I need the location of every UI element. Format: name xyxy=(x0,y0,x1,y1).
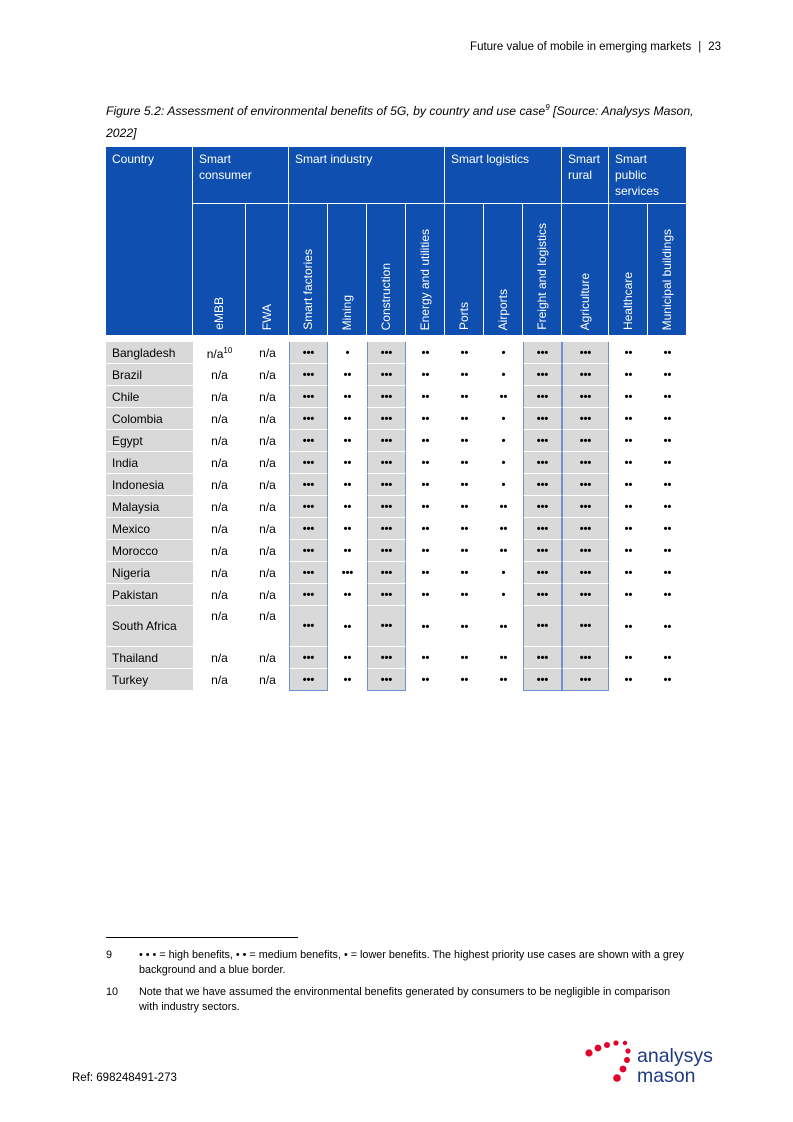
footnote-text: • • • = high benefits, • • = medium benefits, • = lower benefits. The highest priority use cases are shown with a grey background and a blue border. xyxy=(139,949,684,976)
document-title: Future value of mobile in emerging markets xyxy=(470,41,692,53)
benefit-cell: • xyxy=(345,347,350,359)
embb-cell xyxy=(193,584,246,606)
embb-value: n/a xyxy=(211,566,228,580)
benefit-cell: ••• xyxy=(367,474,406,496)
table-row xyxy=(106,669,687,691)
benefit-cell: •• xyxy=(460,369,469,381)
country-cell: Morocco xyxy=(106,540,193,562)
benefit-cell: •• xyxy=(663,589,672,601)
benefit-cell: ••• xyxy=(367,452,406,474)
fwa-cell: n/a xyxy=(259,412,276,426)
benefit-cell: •• xyxy=(421,369,430,381)
benefit-cell: •• xyxy=(421,501,430,513)
benefit-cell: ••• xyxy=(523,584,562,606)
benefit-cell: ••• xyxy=(562,562,609,584)
benefit-cell: •• xyxy=(460,674,469,686)
benefit-cell: •• xyxy=(499,391,508,403)
benefit-cell: •• xyxy=(499,674,508,686)
country-cell: Thailand xyxy=(106,647,193,669)
column-header xyxy=(328,204,367,336)
benefit-cell: •• xyxy=(624,545,633,557)
column-header xyxy=(609,204,648,336)
column-header xyxy=(193,204,246,336)
column-header-label: Construction xyxy=(379,262,393,330)
footnote-number: 9 xyxy=(106,949,113,961)
table-row xyxy=(106,474,687,496)
benefit-cell: ••• xyxy=(289,647,328,669)
benefit-cell: ••• xyxy=(367,386,406,408)
benefit-cell: ••• xyxy=(289,518,328,540)
fwa-cell: n/a xyxy=(259,566,276,580)
embb-value: n/a xyxy=(211,544,228,558)
table-row xyxy=(106,562,687,584)
benefit-cell: •• xyxy=(624,674,633,686)
column-header-label: Freight and logistics xyxy=(535,223,549,330)
country-cell: Mexico xyxy=(106,518,193,540)
benefit-cell: •• xyxy=(421,435,430,447)
benefit-cell: •• xyxy=(460,567,469,579)
country-cell: Bangladesh xyxy=(106,342,193,364)
table-row xyxy=(106,584,687,606)
benefit-cell: ••• xyxy=(367,518,406,540)
column-header xyxy=(289,204,328,336)
benefit-cell: ••• xyxy=(562,584,609,606)
benefit-cell: ••• xyxy=(562,474,609,496)
country-cell: Nigeria xyxy=(106,562,193,584)
benefit-cell: •• xyxy=(460,589,469,601)
column-header xyxy=(484,204,523,336)
benefit-cell: •• xyxy=(343,652,352,664)
benefit-cell: •• xyxy=(343,589,352,601)
column-header xyxy=(648,204,687,336)
column-header-label: Airports xyxy=(496,288,510,330)
benefit-cell: •• xyxy=(663,501,672,513)
benefit-cell: • xyxy=(501,567,506,579)
benefit-cell: •• xyxy=(460,501,469,513)
benefit-cell: •• xyxy=(421,652,430,664)
benefit-cell: ••• xyxy=(523,452,562,474)
benefit-cell: • xyxy=(501,479,506,491)
fwa-cell: n/a xyxy=(259,522,276,536)
benefit-cell: •• xyxy=(663,620,672,633)
table-row xyxy=(106,386,687,408)
benefit-cell: •• xyxy=(663,457,672,469)
country-cell: Indonesia xyxy=(106,474,193,496)
benefit-cell: •• xyxy=(421,457,430,469)
benefit-cell: ••• xyxy=(367,584,406,606)
embb-cell xyxy=(193,562,246,584)
benefit-cell: •• xyxy=(624,589,633,601)
benefit-cell: •• xyxy=(624,620,633,633)
embb-value: n/a xyxy=(211,434,228,448)
benefit-cell: •• xyxy=(624,479,633,491)
benefit-cell: •• xyxy=(460,413,469,425)
benefit-cell: ••• xyxy=(523,474,562,496)
benefit-cell: ••• xyxy=(289,342,328,364)
benefit-cell: •• xyxy=(460,523,469,535)
benefit-cell: •• xyxy=(460,620,469,633)
fwa-cell: n/a xyxy=(259,651,276,665)
embb-cell xyxy=(193,669,246,691)
benefit-cell: ••• xyxy=(562,518,609,540)
benefit-cell: •• xyxy=(343,479,352,491)
benefit-cell: •• xyxy=(663,479,672,491)
footnote-number: 10 xyxy=(106,986,119,998)
benefit-cell: ••• xyxy=(289,669,328,691)
fwa-cell: n/a xyxy=(259,390,276,404)
benefit-cell: • xyxy=(501,589,506,601)
benefit-cell: •• xyxy=(343,369,352,381)
page-header xyxy=(470,41,721,53)
embb-cell xyxy=(193,386,246,408)
benefit-cell: ••• xyxy=(289,430,328,452)
benefit-cell: •• xyxy=(343,413,352,425)
embb-value: n/a xyxy=(211,412,228,426)
embb-value: n/a xyxy=(211,609,228,623)
benefit-cell: •• xyxy=(421,413,430,425)
country-cell: Malaysia xyxy=(106,496,193,518)
table-row xyxy=(106,342,687,364)
country-cell: Egypt xyxy=(106,430,193,452)
benefit-cell: ••• xyxy=(523,496,562,518)
benefit-cell: ••• xyxy=(562,452,609,474)
benefit-cell: •• xyxy=(421,620,430,633)
benefit-cell: ••• xyxy=(562,669,609,691)
document-reference: Ref: 698248491-273 xyxy=(72,1072,177,1084)
country-cell: Brazil xyxy=(106,364,193,386)
benefit-cell: •• xyxy=(421,479,430,491)
benefit-cell: ••• xyxy=(523,408,562,430)
benefit-cell: ••• xyxy=(562,386,609,408)
benefit-cell: •• xyxy=(343,501,352,513)
fwa-cell: n/a xyxy=(259,346,276,360)
column-header xyxy=(246,204,289,336)
benefit-cell: ••• xyxy=(367,540,406,562)
country-cell: Colombia xyxy=(106,408,193,430)
embb-cell xyxy=(193,474,246,496)
benefit-cell: ••• xyxy=(367,364,406,386)
group-smart-rural: Smart rural xyxy=(562,147,609,204)
benefit-cell: •• xyxy=(343,457,352,469)
logo-word-analysys: analysys xyxy=(637,1045,713,1067)
benefit-cell: •• xyxy=(663,567,672,579)
embb-cell xyxy=(193,518,246,540)
fwa-cell: n/a xyxy=(259,609,276,623)
benefit-cell: ••• xyxy=(367,669,406,691)
table-row xyxy=(106,364,687,386)
country-cell: South Africa xyxy=(106,606,193,647)
footnote-9 xyxy=(106,948,686,978)
benefit-cell: • xyxy=(501,457,506,469)
footnote-ref[interactable]: 10 xyxy=(223,345,233,355)
benefit-cell: • xyxy=(501,369,506,381)
benefit-cell: ••• xyxy=(523,540,562,562)
benefit-cell: ••• xyxy=(562,342,609,364)
footnote-divider xyxy=(106,937,298,938)
benefit-cell: •• xyxy=(624,413,633,425)
column-header xyxy=(406,204,445,336)
column-header-label: Municipal buildings xyxy=(660,228,674,330)
benefit-cell: ••• xyxy=(289,496,328,518)
benefit-cell: ••• xyxy=(562,364,609,386)
group-smart-public-services: Smart public services xyxy=(609,147,687,204)
benefit-cell: •• xyxy=(663,652,672,664)
embb-value: n/a xyxy=(211,522,228,536)
fwa-cell: n/a xyxy=(259,673,276,687)
fwa-cell: n/a xyxy=(259,500,276,514)
embb-cell xyxy=(193,452,246,474)
benefit-cell: ••• xyxy=(289,474,328,496)
benefit-cell: •• xyxy=(421,674,430,686)
benefit-cell: •• xyxy=(663,435,672,447)
footnote-text: Note that we have assumed the environmental benefits generated by consumers to be negligible in comparison with industry sectors. xyxy=(139,986,671,1013)
benefit-cell: •• xyxy=(421,567,430,579)
column-header-label: Energy and utilities xyxy=(418,228,432,330)
fwa-cell: n/a xyxy=(259,456,276,470)
logo-word-mason: mason xyxy=(637,1065,696,1087)
column-header-label: Ports xyxy=(457,301,471,330)
benefit-cell: ••• xyxy=(523,562,562,584)
benefit-cell: ••• xyxy=(562,496,609,518)
benefit-cell: •• xyxy=(343,620,352,633)
benefit-cell: •• xyxy=(460,457,469,469)
benefit-cell: ••• xyxy=(562,540,609,562)
benefit-cell: ••• xyxy=(367,647,406,669)
column-header xyxy=(367,204,406,336)
fwa-cell: n/a xyxy=(259,544,276,558)
benefit-cell: ••• xyxy=(367,430,406,452)
benefit-cell: •• xyxy=(624,652,633,664)
benefit-cell: ••• xyxy=(367,562,406,584)
benefit-cell: ••• xyxy=(523,386,562,408)
country-cell: India xyxy=(106,452,193,474)
column-header-label: Mining xyxy=(340,294,354,330)
benefit-cell: •• xyxy=(663,369,672,381)
footnote-10 xyxy=(106,985,686,1015)
benefit-cell: •• xyxy=(499,620,508,633)
column-header-label: FWA xyxy=(260,303,274,330)
logo-dots-icon xyxy=(583,1038,637,1090)
embb-cell xyxy=(193,408,246,430)
fwa-cell: n/a xyxy=(259,588,276,602)
table-row xyxy=(106,518,687,540)
benefit-cell: • xyxy=(501,435,506,447)
country-cell: Turkey xyxy=(106,669,193,691)
embb-cell xyxy=(193,540,246,562)
benefit-cell: •• xyxy=(624,567,633,579)
benefit-cell: • xyxy=(501,347,506,359)
benefit-cell: ••• xyxy=(289,452,328,474)
country-header: Country xyxy=(106,147,193,336)
benefit-cell: •• xyxy=(499,545,508,557)
embb-cell xyxy=(193,606,246,647)
benefit-cell: •• xyxy=(663,674,672,686)
benefit-cell: •• xyxy=(421,391,430,403)
benefit-cell: •• xyxy=(499,523,508,535)
embb-value: n/a xyxy=(206,346,224,361)
figure-caption xyxy=(106,97,696,144)
benefit-cell: •• xyxy=(421,347,430,359)
column-header-label: Healthcare xyxy=(621,271,635,330)
embb-cell xyxy=(193,430,246,452)
benefit-cell: •• xyxy=(343,523,352,535)
country-cell: Chile xyxy=(106,386,193,408)
benefit-cell: ••• xyxy=(289,408,328,430)
benefit-cell: ••• xyxy=(523,342,562,364)
group-smart-logistics: Smart logistics xyxy=(445,147,562,204)
benefit-cell: ••• xyxy=(367,606,406,647)
benefit-cell: ••• xyxy=(523,606,562,647)
benefit-cell: ••• xyxy=(562,647,609,669)
embb-value: n/a xyxy=(211,368,228,382)
benefit-cell: ••• xyxy=(367,496,406,518)
table-row xyxy=(106,452,687,474)
benefit-cell: •• xyxy=(663,523,672,535)
benefit-cell: •• xyxy=(624,347,633,359)
embb-cell xyxy=(193,496,246,518)
benefit-cell: •• xyxy=(460,652,469,664)
column-header xyxy=(523,204,562,336)
benefit-cell: ••• xyxy=(523,364,562,386)
embb-cell xyxy=(193,342,246,364)
embb-value: n/a xyxy=(211,456,228,470)
column-header-label: Smart factories xyxy=(301,249,315,330)
benefit-cell: •• xyxy=(663,545,672,557)
benefit-cell: ••• xyxy=(523,647,562,669)
table-row xyxy=(106,540,687,562)
page-number: 23 xyxy=(708,41,721,53)
caption-footnote-ref[interactable]: 9 xyxy=(545,103,550,112)
benefit-cell: ••• xyxy=(289,540,328,562)
benefit-cell: ••• xyxy=(562,606,609,647)
column-header xyxy=(445,204,484,336)
benefit-cell: ••• xyxy=(367,342,406,364)
benefit-cell: ••• xyxy=(523,518,562,540)
caption-source: [Source: Analysys Mason, 2022] xyxy=(106,104,694,141)
table-row xyxy=(106,647,687,669)
benefit-cell: ••• xyxy=(289,386,328,408)
benefit-cell: •• xyxy=(343,391,352,403)
column-header xyxy=(562,204,609,336)
benefit-cell: •• xyxy=(343,674,352,686)
embb-value: n/a xyxy=(211,588,228,602)
benefit-cell: ••• xyxy=(523,430,562,452)
benefit-cell: ••• xyxy=(562,430,609,452)
embb-cell xyxy=(193,647,246,669)
caption-text: Figure 5.2: Assessment of environmental benefits of 5G, by country and use case xyxy=(106,104,546,119)
benefit-cell: •• xyxy=(421,545,430,557)
benefit-cell: •• xyxy=(343,435,352,447)
benefit-cell: ••• xyxy=(523,669,562,691)
table-row xyxy=(106,408,687,430)
embb-value: n/a xyxy=(211,673,228,687)
benefit-cell: •• xyxy=(624,391,633,403)
benefit-cell: ••• xyxy=(289,364,328,386)
benefit-cell: •• xyxy=(460,391,469,403)
fwa-cell: n/a xyxy=(259,478,276,492)
group-smart-industry: Smart industry xyxy=(289,147,445,204)
embb-value: n/a xyxy=(211,478,228,492)
benefit-cell: •• xyxy=(624,457,633,469)
benefit-cell: ••• xyxy=(367,408,406,430)
table-row xyxy=(106,430,687,452)
group-smart-consumer: Smart consumer xyxy=(193,147,289,204)
benefit-cell: •• xyxy=(499,501,508,513)
fwa-cell: n/a xyxy=(259,368,276,382)
benefit-cell: •• xyxy=(663,413,672,425)
benefit-cell: •• xyxy=(343,545,352,557)
benefit-cell: •• xyxy=(624,501,633,513)
benefit-cell: • xyxy=(501,413,506,425)
benefit-cell: •• xyxy=(663,391,672,403)
benefit-cell: •• xyxy=(421,589,430,601)
benefit-cell: ••• xyxy=(341,567,354,579)
embb-value: n/a xyxy=(211,500,228,514)
benefit-cell: •• xyxy=(624,523,633,535)
benefit-cell: •• xyxy=(499,652,508,664)
benefit-cell: •• xyxy=(624,369,633,381)
table-row xyxy=(106,496,687,518)
benefit-cell: •• xyxy=(624,435,633,447)
benefit-cell: ••• xyxy=(289,606,328,647)
benefit-cell: •• xyxy=(421,523,430,535)
benefit-cell: •• xyxy=(460,479,469,491)
benefit-cell: •• xyxy=(460,347,469,359)
header-separator: | xyxy=(698,41,702,53)
benefit-cell: ••• xyxy=(289,562,328,584)
embb-cell xyxy=(193,364,246,386)
benefit-cell: •• xyxy=(460,545,469,557)
benefit-cell: ••• xyxy=(289,584,328,606)
benefit-cell: •• xyxy=(460,435,469,447)
benefit-cell: ••• xyxy=(562,408,609,430)
column-header-label: Agriculture xyxy=(578,272,592,330)
fwa-cell: n/a xyxy=(259,434,276,448)
embb-value: n/a xyxy=(211,651,228,665)
table-row xyxy=(106,606,687,647)
analysys-mason-logo xyxy=(583,1038,733,1090)
embb-value: n/a xyxy=(211,390,228,404)
benefits-table xyxy=(106,147,687,691)
country-cell: Pakistan xyxy=(106,584,193,606)
benefit-cell: •• xyxy=(663,347,672,359)
column-header-label: eMBB xyxy=(212,297,226,330)
